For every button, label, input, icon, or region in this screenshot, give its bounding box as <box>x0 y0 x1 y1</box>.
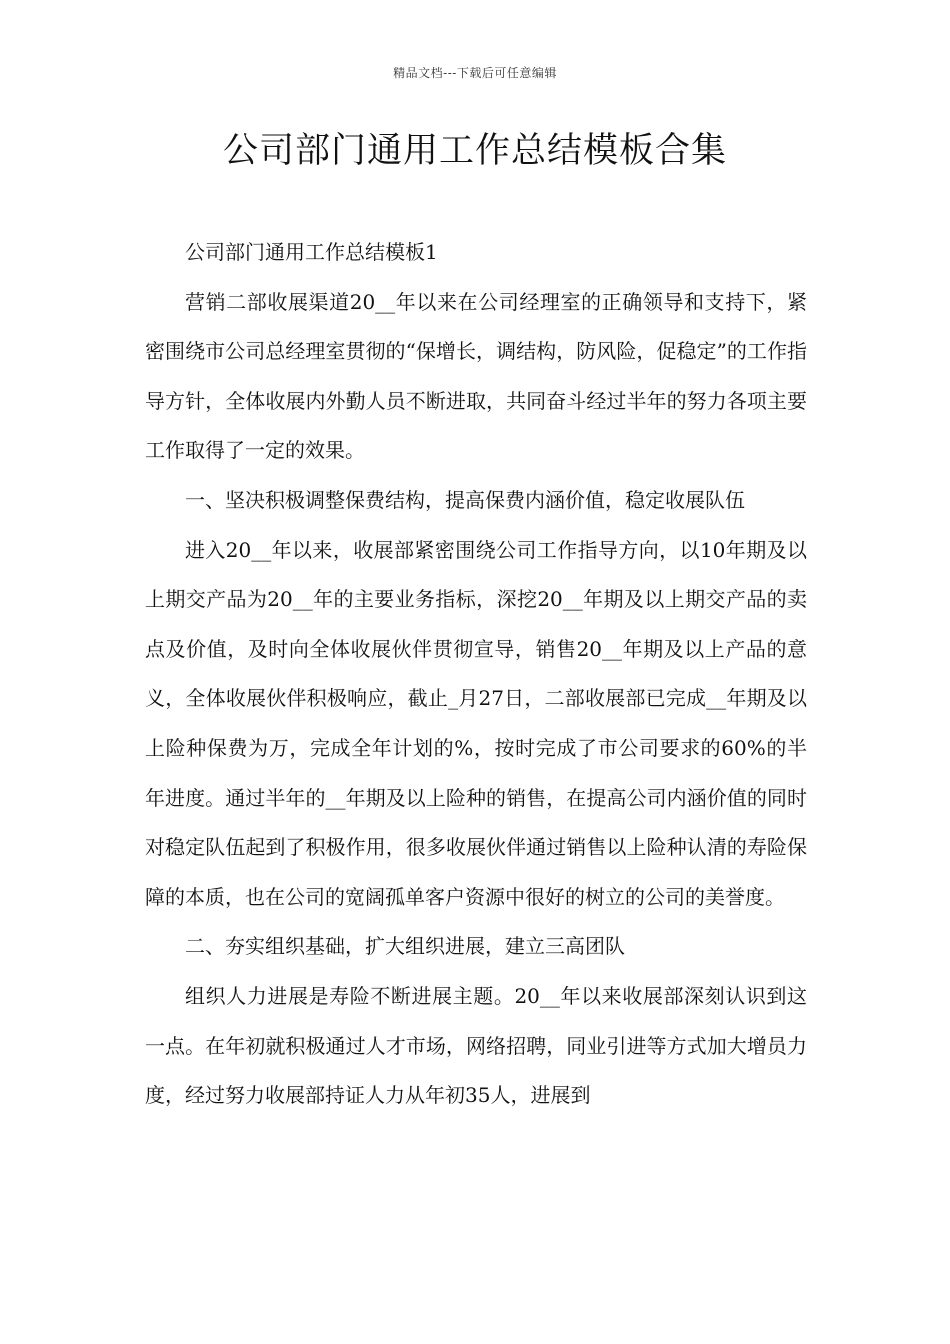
header-note: 精品文档---下载后可任意编辑 <box>393 66 557 80</box>
document-title: 公司部门通用工作总结模板合集 <box>222 131 727 171</box>
paragraph-body-1: 进入20__年以来，收展部紧密围绕公司工作指导方向，以10年期及以上期交产品为20__年的主要业务指标，深挖20__年期及以上期交产品的卖点及价值，及时向全体收展伙伴贯彻宣导，销售20__年期及以上产品的意义，全体收展伙伴积极响应，截止_月27日，二部收展部已完成__年期及以上险种保费为万，完成全年计划的%，按时完成了市公司要求的60%的半年进度。通过半年的__年期及以上险种的销售，在提高公司内涵价值的同时对稳定队伍起到了积极作用，很多收展伙伴通过销售以上险种认清的寿险保障的本质，也在公司的宽阔孤单客户资源中很好的树立的公司的美誉度。 <box>145 537 807 909</box>
section-heading-2: 一、坚决积极调整保费结构，提高保费内涵价值，稳定收展队伍 <box>185 487 745 512</box>
paragraph-intro: 营销二部收展渠道20__年以来在公司经理室的正确领导和支持下，紧密围绕市公司总经理室贯彻的“保增长，调结构，防风险，促稳定”的工作指导方针，全体收展内外勤人员不断进取，共同奋斗经过半年的努力各项主要工作取得了一定的效果。 <box>145 289 807 463</box>
document-body <box>145 228 807 1121</box>
section-heading-3: 二、夯实组织基础，扩大组织进展，建立三高团队 <box>185 934 625 959</box>
paragraph-body-2: 组织人力进展是寿险不断进展主题。20__年以来收展部深刻认识到这一点。在年初就积极通过人才市场，网络招聘，同业引进等方式加大增员力度，经过努力收展部持证人力从年初35人，进展到 <box>145 983 807 1108</box>
section-heading-1: 公司部门通用工作总结模板1 <box>185 240 438 264</box>
